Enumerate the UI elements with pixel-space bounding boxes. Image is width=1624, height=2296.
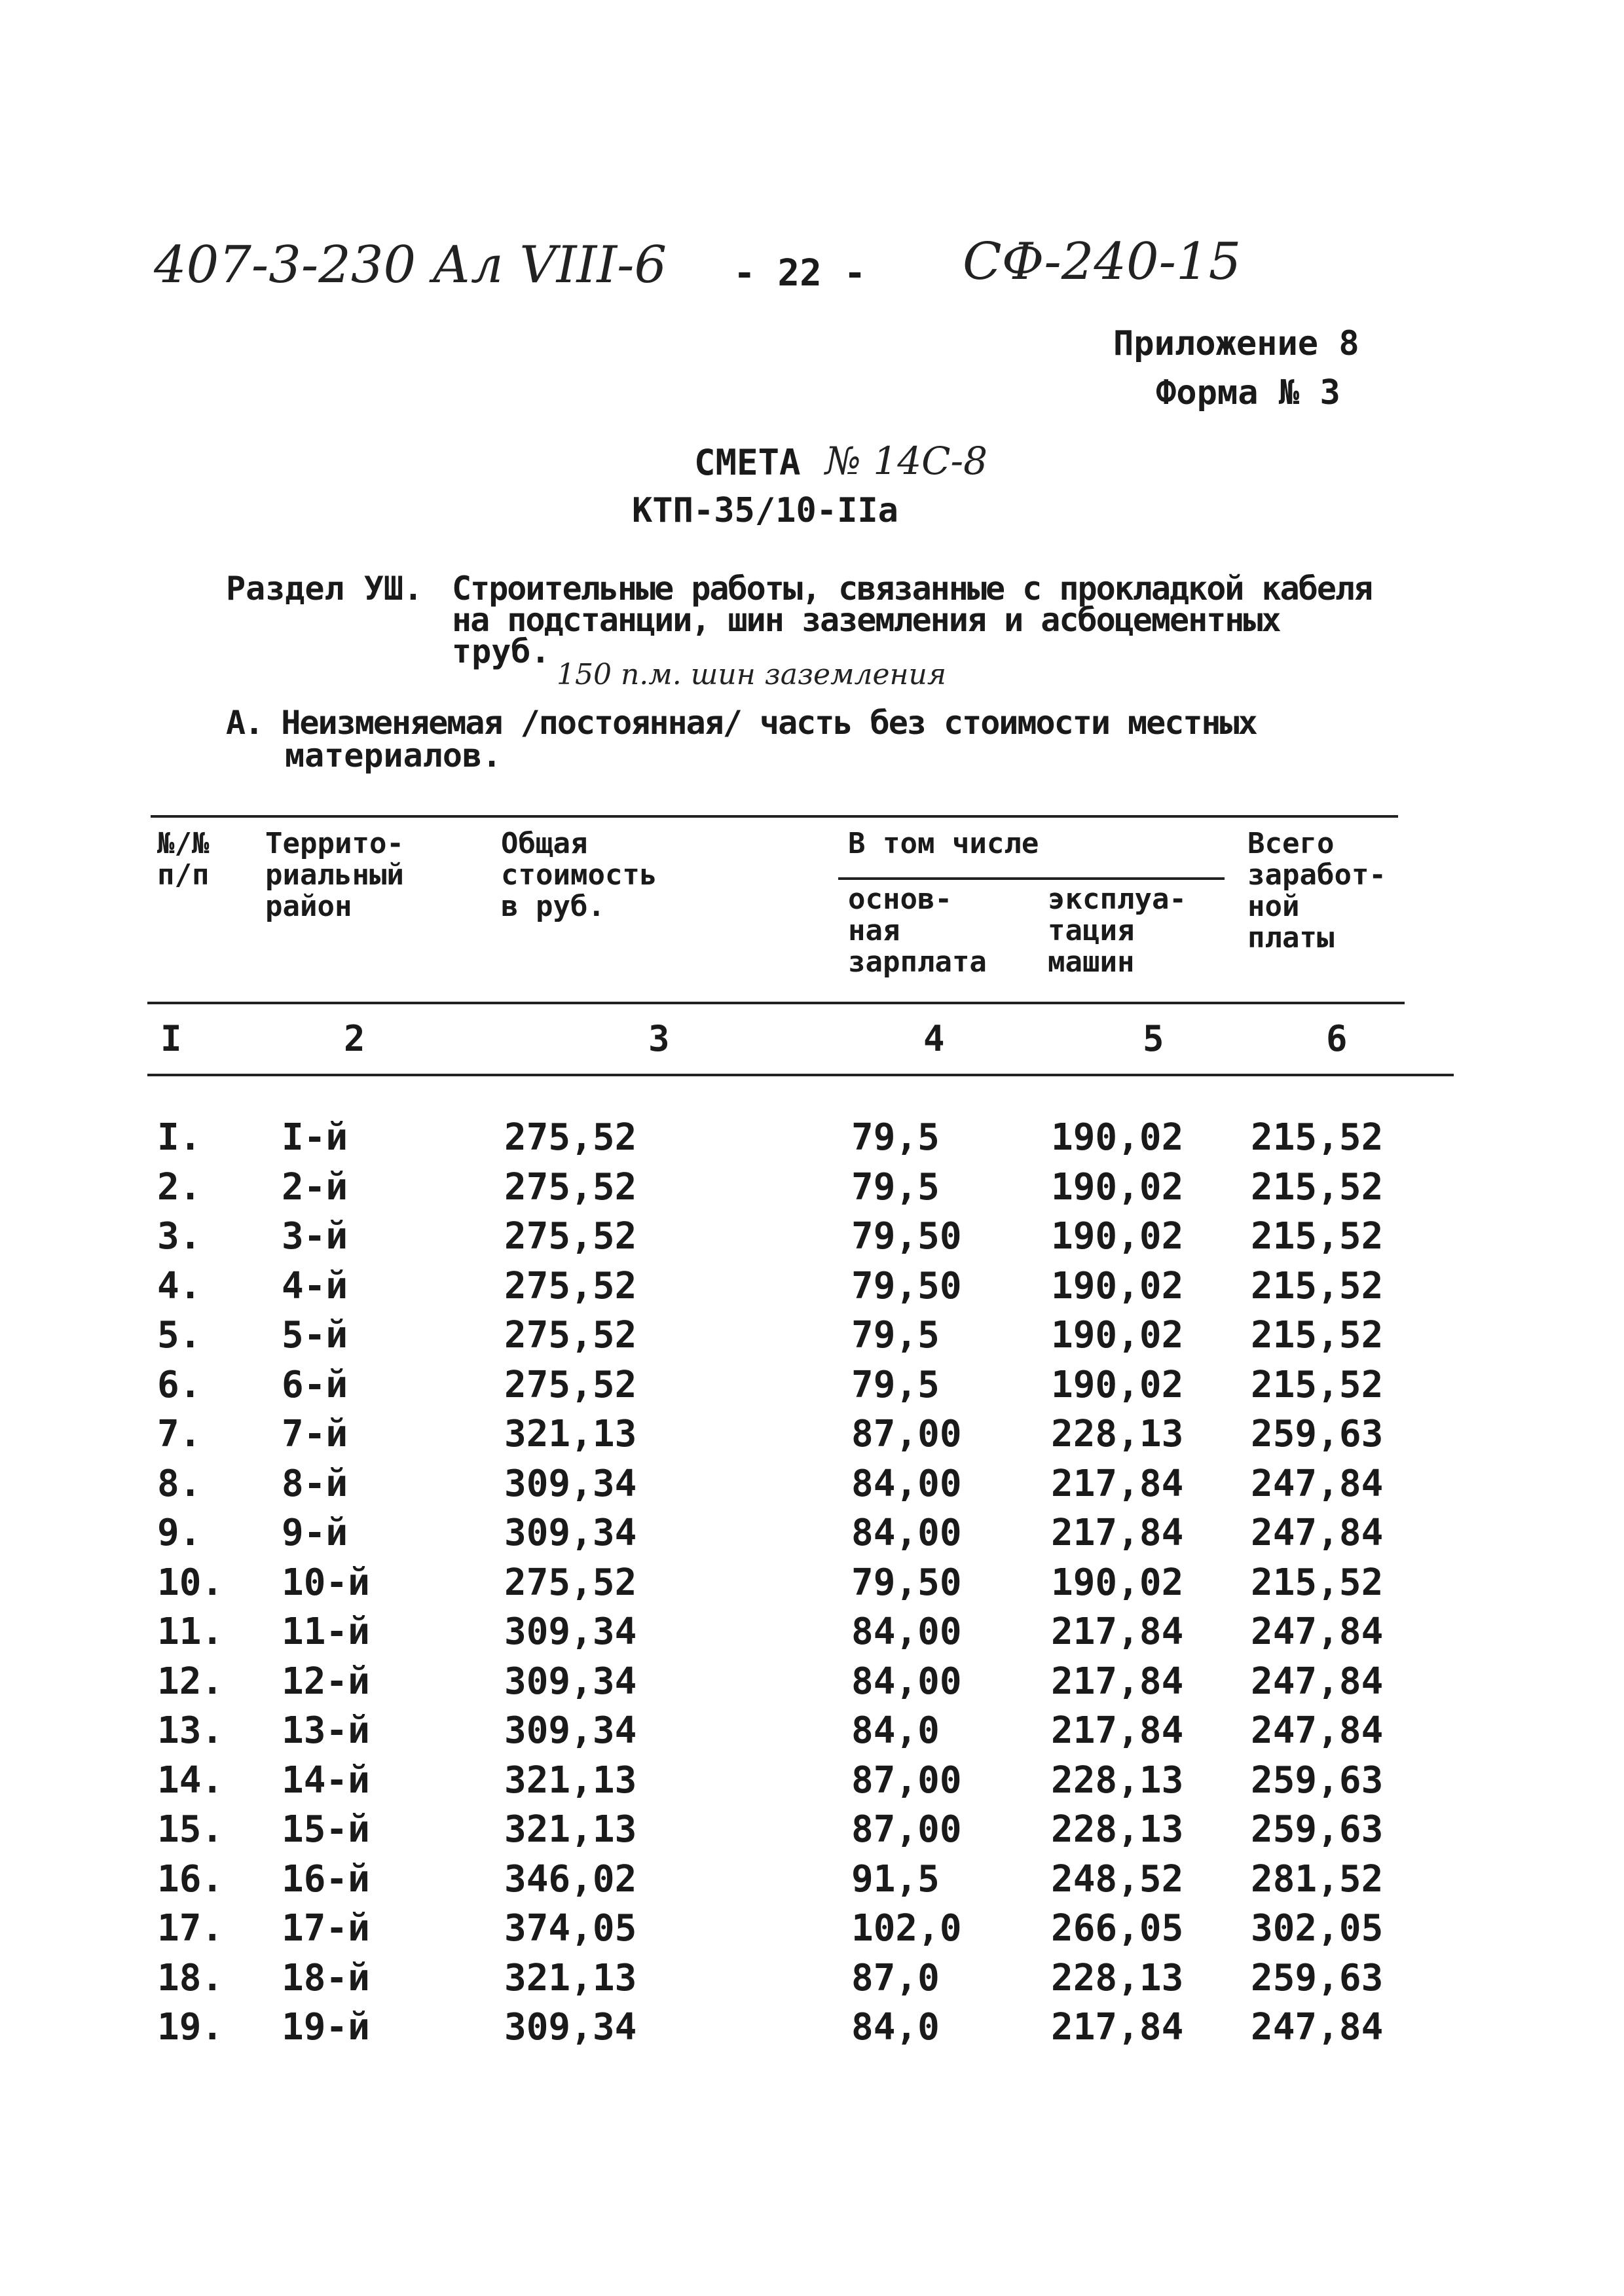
cell-total-wages: 247,84 [1251, 1512, 1384, 1554]
cell-total-cost: 275,52 [504, 1166, 637, 1209]
cell-machine-operation: 190,02 [1051, 1561, 1184, 1604]
cell-base-wage: 79,5 [851, 1364, 940, 1406]
cell-region: 5-й [282, 1314, 348, 1357]
header-col4-line1: основ- [848, 883, 952, 916]
header-col3-line2: стоимость [501, 858, 657, 892]
header-col3 [501, 828, 657, 922]
cell-total-wages: 247,84 [1251, 1611, 1384, 1653]
header-col4 [848, 884, 987, 978]
header-col1-line1: №/№ [157, 827, 210, 860]
header-col3-line3: в руб. [501, 890, 605, 923]
cell-total-cost: 321,13 [504, 1957, 637, 1999]
page-number: - 22 - [733, 252, 866, 295]
cell-total-cost: 309,34 [504, 1709, 637, 1752]
cell-number: 12. [157, 1660, 224, 1703]
cell-region: I-й [282, 1116, 348, 1159]
cell-total-wages: 215,52 [1251, 1215, 1384, 1258]
header-col6-line1: Всего [1247, 827, 1335, 860]
header-col1 [157, 828, 209, 891]
header-col3-line1: Общая [501, 827, 588, 860]
col-number-6: 6 [1326, 1018, 1348, 1059]
cell-machine-operation: 248,52 [1051, 1858, 1184, 1901]
cell-total-wages: 247,84 [1251, 1660, 1384, 1703]
cell-total-wages: 215,52 [1251, 1116, 1384, 1159]
header-col6-line2: заработ- [1247, 858, 1386, 892]
cell-region: 14-й [282, 1759, 370, 1802]
cell-region: 9-й [282, 1512, 348, 1554]
cell-number: 3. [157, 1215, 202, 1258]
cell-number: 19. [157, 2006, 224, 2049]
cell-base-wage: 79,5 [851, 1166, 940, 1209]
cell-machine-operation: 217,84 [1051, 1463, 1184, 1505]
cell-total-wages: 215,52 [1251, 1364, 1384, 1406]
cell-region: 15-й [282, 1808, 370, 1851]
cell-region: 10-й [282, 1561, 370, 1604]
cell-machine-operation: 217,84 [1051, 2006, 1184, 2049]
cell-number: 9. [157, 1512, 202, 1554]
cell-total-wages: 302,05 [1251, 1907, 1384, 1950]
header-col5 [1048, 884, 1187, 978]
header-col2 [265, 828, 404, 922]
cell-region: 11-й [282, 1611, 370, 1653]
cell-number: 16. [157, 1858, 224, 1901]
cell-total-wages: 259,63 [1251, 1413, 1384, 1455]
cell-total-cost: 346,02 [504, 1858, 637, 1901]
cell-machine-operation: 190,02 [1051, 1116, 1184, 1159]
cell-number: 5. [157, 1314, 202, 1357]
cell-number: 11. [157, 1611, 224, 1653]
header-col4-line3: зарплата [848, 945, 987, 979]
cell-total-wages: 247,84 [1251, 2006, 1384, 2049]
cell-base-wage: 84,00 [851, 1660, 962, 1703]
header-col5-line1: эксплуа- [1048, 883, 1187, 916]
cell-number: 7. [157, 1413, 202, 1455]
cell-base-wage: 79,50 [851, 1215, 962, 1258]
sheet-code-handwritten: СФ-240-15 [963, 232, 1242, 291]
cell-region: 7-й [282, 1413, 348, 1455]
cell-total-cost: 321,13 [504, 1759, 637, 1802]
cell-machine-operation: 190,02 [1051, 1215, 1184, 1258]
cell-region: 2-й [282, 1166, 348, 1209]
cell-base-wage: 87,00 [851, 1413, 962, 1455]
cell-total-wages: 215,52 [1251, 1314, 1384, 1357]
cell-region: 17-й [282, 1907, 370, 1950]
cell-total-cost: 309,34 [504, 1611, 637, 1653]
cell-total-wages: 259,63 [1251, 1808, 1384, 1851]
cell-total-cost: 309,34 [504, 2006, 637, 2049]
cell-base-wage: 79,5 [851, 1314, 940, 1357]
cell-total-cost: 309,34 [504, 1660, 637, 1703]
cell-machine-operation: 190,02 [1051, 1364, 1184, 1406]
cell-region: 18-й [282, 1957, 370, 1999]
cell-base-wage: 102,0 [851, 1907, 962, 1950]
cell-region: 12-й [282, 1660, 370, 1703]
cell-number: 2. [157, 1166, 202, 1209]
section-handwritten-note: 150 п.м. шин заземления [557, 658, 946, 691]
cell-machine-operation: 190,02 [1051, 1166, 1184, 1209]
table-top-rule [151, 815, 1398, 818]
header-col1-line2: п/п [157, 858, 210, 892]
cell-total-cost: 275,52 [504, 1265, 637, 1307]
cell-machine-operation: 228,13 [1051, 1413, 1184, 1455]
cell-total-cost: 321,13 [504, 1808, 637, 1851]
cell-base-wage: 84,0 [851, 2006, 940, 2049]
cell-total-cost: 275,52 [504, 1314, 637, 1357]
cell-total-wages: 215,52 [1251, 1561, 1384, 1604]
cell-machine-operation: 217,84 [1051, 1660, 1184, 1703]
col-number-2: 2 [344, 1018, 365, 1059]
header-bottom-rule [147, 1002, 1405, 1004]
cell-base-wage: 79,5 [851, 1116, 940, 1159]
cell-total-wages: 259,63 [1251, 1957, 1384, 1999]
col-number-3: 3 [648, 1018, 670, 1059]
header-col5-line2: тация [1048, 914, 1135, 947]
cell-number: I. [157, 1116, 202, 1159]
header-col5-line3: машин [1048, 945, 1135, 979]
cell-number: 10. [157, 1561, 224, 1604]
header-col2-line1: Террито- [265, 827, 404, 860]
col-numbers-rule [147, 1074, 1454, 1076]
cell-base-wage: 79,50 [851, 1265, 962, 1307]
cell-total-cost: 321,13 [504, 1413, 637, 1455]
header-group [848, 828, 1039, 860]
cell-base-wage: 91,5 [851, 1858, 940, 1901]
estimate-title: СМЕТА [694, 442, 801, 483]
cell-number: 6. [157, 1364, 202, 1406]
cell-region: 19-й [282, 2006, 370, 2049]
cell-total-wages: 259,63 [1251, 1759, 1384, 1802]
cell-total-wages: 247,84 [1251, 1709, 1384, 1752]
cell-machine-operation: 228,13 [1051, 1759, 1184, 1802]
cell-number: 15. [157, 1808, 224, 1851]
section-text-line3: труб. [452, 632, 551, 670]
cell-total-cost: 275,52 [504, 1561, 637, 1604]
cell-total-cost: 275,52 [504, 1116, 637, 1159]
section-label: Раздел УШ. [226, 570, 424, 608]
cell-region: 6-й [282, 1364, 348, 1406]
header-col6-line4: платы [1247, 921, 1335, 955]
estimate-number-handwritten: № 14С-8 [825, 439, 988, 483]
cell-number: 13. [157, 1709, 224, 1752]
cell-number: 18. [157, 1957, 224, 1999]
cell-region: 4-й [282, 1265, 348, 1307]
cell-number: 17. [157, 1907, 224, 1950]
cell-total-wages: 215,52 [1251, 1265, 1384, 1307]
form-label: Форма № 3 [1156, 373, 1340, 412]
cell-total-wages: 215,52 [1251, 1166, 1384, 1209]
cell-machine-operation: 217,84 [1051, 1512, 1184, 1554]
cell-machine-operation: 217,84 [1051, 1611, 1184, 1653]
cell-number: 14. [157, 1759, 224, 1802]
cell-total-cost: 275,52 [504, 1215, 637, 1258]
cell-total-cost: 275,52 [504, 1364, 637, 1406]
cell-number: 8. [157, 1463, 202, 1505]
header-col2-line2: риальный [265, 858, 404, 892]
estimate-object: КТП-35/10-IIа [632, 491, 898, 530]
cell-base-wage: 87,0 [851, 1957, 940, 1999]
cell-number: 4. [157, 1265, 202, 1307]
header-group-rule [838, 877, 1225, 880]
part-a-line2: материалов. [285, 737, 502, 774]
col-number-4: 4 [923, 1018, 945, 1059]
cell-region: 8-й [282, 1463, 348, 1505]
part-a-line1: А. Неизменяемая /постоянная/ часть без стоимости местных [226, 704, 1257, 742]
cell-total-wages: 281,52 [1251, 1858, 1384, 1901]
appendix-label: Приложение 8 [1113, 324, 1359, 363]
cell-machine-operation: 228,13 [1051, 1957, 1184, 1999]
header-col6-line3: ной [1247, 890, 1300, 923]
cell-base-wage: 84,0 [851, 1709, 940, 1752]
cell-base-wage: 84,00 [851, 1611, 962, 1653]
cell-machine-operation: 266,05 [1051, 1907, 1184, 1950]
section-text-line1: Строительные работы, связанные с прокладкой кабеля [452, 570, 1373, 608]
header-col6 [1247, 828, 1386, 954]
cell-machine-operation: 228,13 [1051, 1808, 1184, 1851]
cell-base-wage: 84,00 [851, 1463, 962, 1505]
cell-base-wage: 79,50 [851, 1561, 962, 1604]
cell-region: 3-й [282, 1215, 348, 1258]
doc-code-handwritten: 407-3-230 Ал VIII-6 [154, 236, 667, 295]
cell-base-wage: 87,00 [851, 1759, 962, 1802]
header-col2-line3: район [265, 890, 352, 923]
cell-machine-operation: 217,84 [1051, 1709, 1184, 1752]
cell-total-cost: 309,34 [504, 1512, 637, 1554]
header-group-label: В том числе [848, 827, 1039, 860]
col-number-5: 5 [1143, 1018, 1164, 1059]
section-text-line2: на подстанции, шин заземления и асбоцементных [452, 601, 1280, 639]
cell-region: 16-й [282, 1858, 370, 1901]
cell-machine-operation: 190,02 [1051, 1265, 1184, 1307]
cell-total-cost: 309,34 [504, 1463, 637, 1505]
cell-total-wages: 247,84 [1251, 1463, 1384, 1505]
cell-base-wage: 84,00 [851, 1512, 962, 1554]
cell-base-wage: 87,00 [851, 1808, 962, 1851]
cell-region: 13-й [282, 1709, 370, 1752]
cell-total-cost: 374,05 [504, 1907, 637, 1950]
header-col4-line2: ная [848, 914, 900, 947]
cell-machine-operation: 190,02 [1051, 1314, 1184, 1357]
col-number-1: I [160, 1018, 182, 1059]
